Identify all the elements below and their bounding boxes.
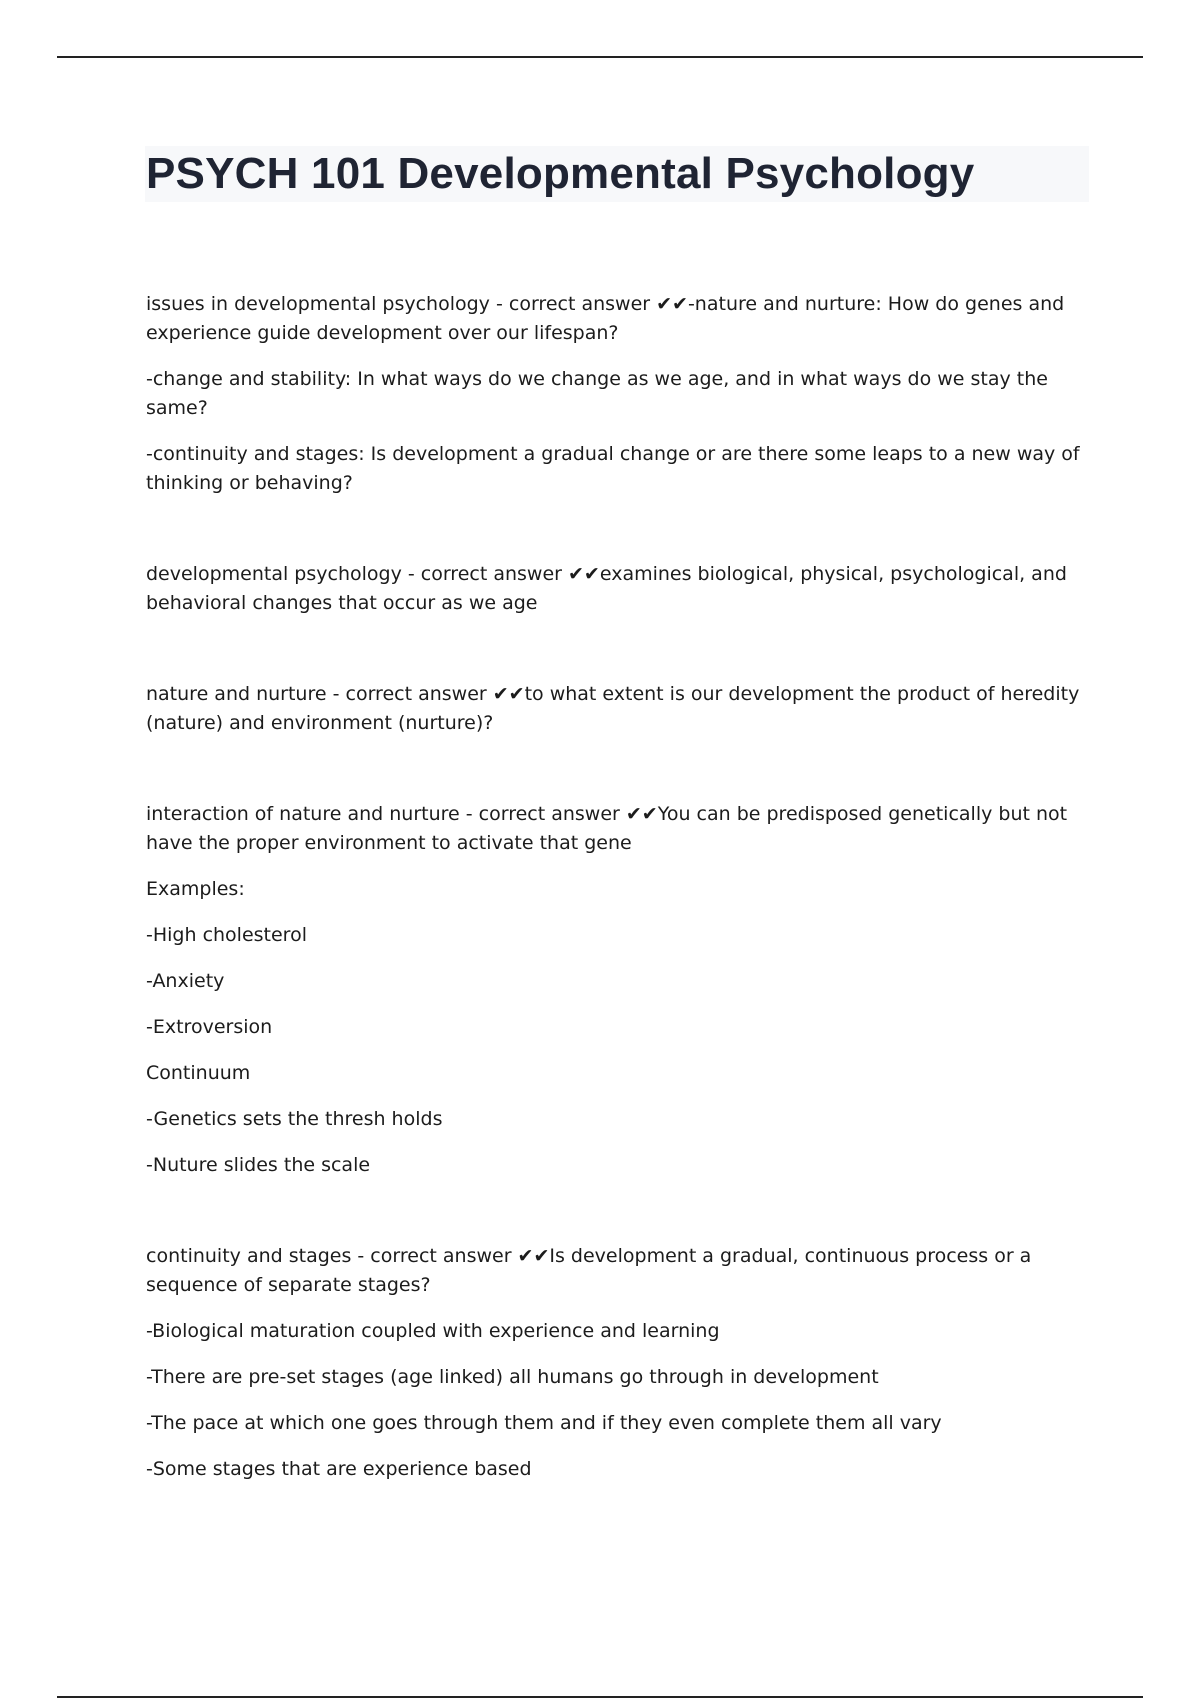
entry-answer: examines biological, physical, psychological, and behavioral changes that occur as we age (146, 563, 1067, 614)
entry-line: -Biological maturation coupled with experience and learning (146, 1320, 720, 1342)
entry-line: Continuum (146, 1062, 251, 1084)
entry-line: -Anxiety (146, 970, 225, 992)
flashcard-entry (146, 1242, 1086, 1484)
flashcard-entry (146, 560, 1086, 618)
checkmark-icon: ✔✔ (656, 293, 688, 315)
entry-answer: to what extent is our development the product of heredity (nature) and environment (nurture)? (146, 683, 1080, 734)
checkmark-icon: ✔✔ (625, 803, 658, 825)
entry-line: -Some stages that are experience based (146, 1458, 532, 1480)
entry-answer: -nature and nurture: How do genes and experience guide development over our lifespan? (146, 293, 1065, 344)
entry-term: developmental psychology (146, 563, 402, 585)
entry-line: -Extroversion (146, 1016, 273, 1038)
entry-separator: - correct answer (351, 1245, 518, 1267)
entry-question (146, 800, 1086, 858)
entry-line: -Nuture slides the scale (146, 1154, 371, 1176)
entry-question (146, 1242, 1086, 1300)
flashcard-entry (146, 290, 1086, 498)
entry-answer: You can be predisposed genetically but not have the proper environment to activate that gene (146, 803, 1068, 854)
entry-spacer (146, 1197, 1086, 1242)
entry-answer: Is development a gradual, continuous process or a sequence of separate stages? (146, 1245, 1032, 1296)
entry-question (146, 680, 1086, 738)
checkmark-icon: ✔✔ (492, 683, 525, 705)
entry-term: issues in developmental psychology (146, 293, 490, 315)
entry-line: -The pace at which one goes through them and if they even complete them all vary (146, 1412, 942, 1434)
entry-spacer (146, 515, 1086, 560)
entry-term: interaction of nature and nurture (146, 803, 460, 825)
entry-spacer (146, 635, 1086, 680)
entry-line: -change and stability: In what ways do we change as we age, and in what ways do we stay the same? (146, 368, 1048, 419)
bottom-rule (57, 1696, 1143, 1698)
entry-spacer (146, 755, 1086, 800)
entry-line: -Genetics sets the thresh holds (146, 1108, 443, 1130)
entry-term: nature and nurture (146, 683, 327, 705)
entry-line: -There are pre-set stages (age linked) all humans go through in development (146, 1366, 879, 1388)
flashcard-entry (146, 680, 1086, 738)
entry-question (146, 560, 1086, 618)
document-body (146, 290, 1086, 1501)
entry-separator: - correct answer (326, 683, 493, 705)
flashcard-entry (146, 800, 1086, 1180)
checkmark-icon: ✔✔ (568, 563, 600, 585)
top-rule (57, 56, 1143, 58)
entry-question (146, 290, 1086, 348)
entry-line: -continuity and stages: Is development a gradual change or are there some leaps to a new way of thinking or behaving? (146, 443, 1080, 494)
entry-separator: - correct answer (489, 293, 657, 315)
entry-separator: - correct answer (401, 563, 568, 585)
entry-line: Examples: (146, 878, 245, 900)
entry-term: continuity and stages (146, 1245, 352, 1267)
checkmark-icon: ✔✔ (517, 1245, 550, 1267)
entry-separator: - correct answer (459, 803, 626, 825)
page-title: PSYCH 101 Developmental Psychology (146, 149, 975, 198)
entry-line: -High cholesterol (146, 924, 307, 946)
